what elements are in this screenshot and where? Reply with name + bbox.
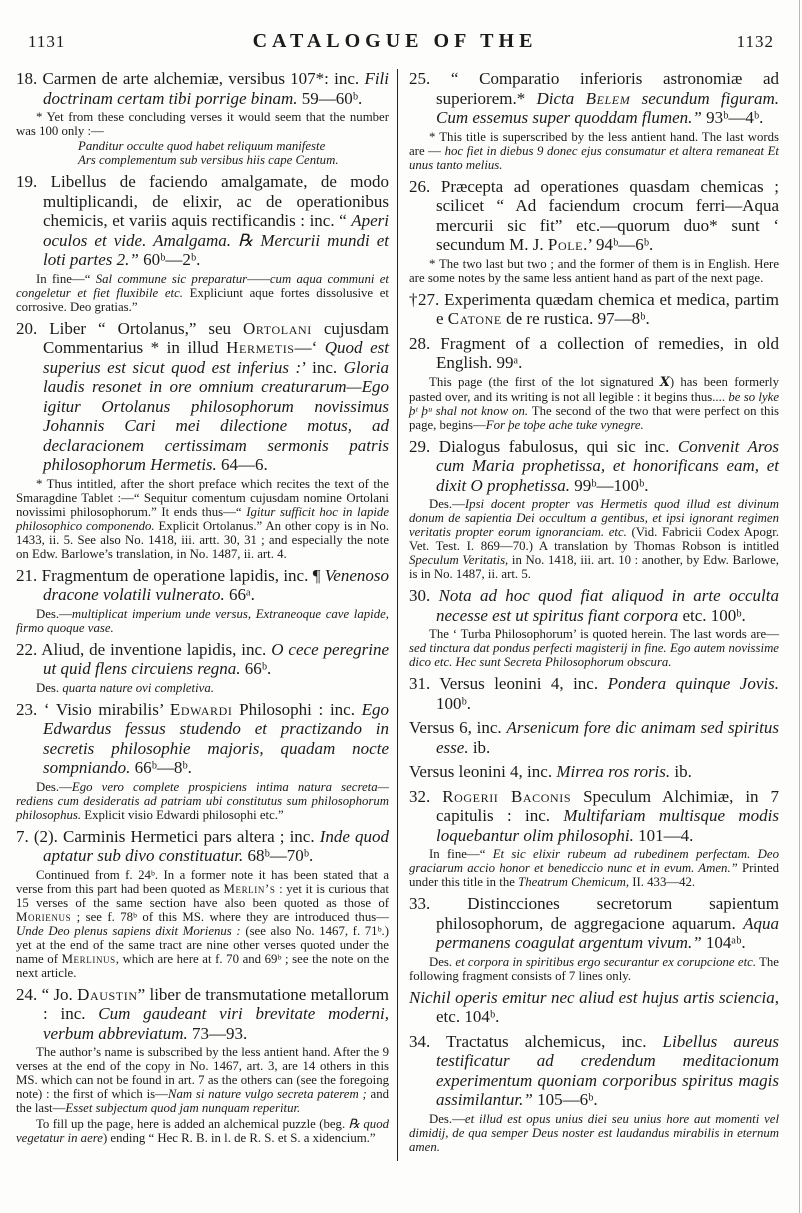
entry-body — [409, 1032, 779, 1110]
text-run: Distincciones secretorum sapientum philosophorum, de aggregacione aquarum. — [436, 894, 779, 933]
text-run: , which are here at f. 70 and 69ᵇ ; see the note on the next article. — [16, 951, 389, 980]
text-run: “ Jo. — [41, 984, 78, 1004]
catalogue-entry — [16, 319, 389, 561]
entry-number: 34. — [409, 1031, 446, 1051]
text-run: Catone — [447, 309, 502, 328]
catalogue-entry — [409, 177, 779, 285]
entry-note — [16, 868, 389, 980]
text-run: ‘ Visio mirabilis’ — [43, 699, 170, 719]
catalogue-entry — [409, 787, 779, 890]
text-run: The following fragment consists of 7 lines only. — [409, 954, 779, 983]
text-run: Panditur occulte quod habet reliquum manifeste — [78, 139, 326, 153]
catalogue-entry — [409, 69, 779, 172]
text-run: ’ inc. — [301, 357, 344, 377]
entry-note — [16, 110, 389, 138]
text-run: Experimenta quædam chemica et medica, partim e — [436, 289, 779, 328]
text-run: ) has been formerly pasted over, and its writing is not all legible : it begins thus.... — [409, 374, 779, 404]
text-run: Liber “ Ortolanus,” seu — [49, 318, 244, 338]
text-run: Pole — [547, 235, 584, 254]
text-run: .’ 94ᵇ—6ᵇ. — [583, 235, 654, 254]
entry-note — [409, 130, 779, 172]
entry-number: 23. — [16, 699, 44, 719]
entry-number: 25. — [409, 69, 451, 88]
text-run: 99ᵇ—100ᵇ. — [569, 475, 649, 495]
catalogue-entry — [409, 674, 779, 713]
text-run: In fine—“ — [429, 847, 493, 861]
entry-body — [16, 985, 389, 1044]
verse-block — [78, 139, 389, 167]
verse-line — [78, 153, 389, 167]
text-run: Ego Edwardus fessus studendo et practizando in secretis philosophie majoris, quadam nocte sompniando. — [43, 699, 390, 777]
text-run: Libellus aureus testificatur ad credendum meditacionum experimentum quoniam corporibus spiritus magis assimilantur.” — [436, 1031, 779, 1109]
catalogue-entry — [409, 1032, 779, 1154]
text-run: be so lyke þᵗ þᵘ shal not know on. — [409, 389, 780, 418]
text-run: cujusdam Commentarius * in illud — [43, 318, 389, 357]
entry-number: 18. — [16, 69, 43, 88]
entry-note — [16, 1117, 389, 1145]
entry-note — [16, 477, 389, 561]
entry-body — [409, 290, 779, 329]
page-title: CATALOGUE OF THE — [252, 30, 538, 52]
text-run: ” liber de transmutatione metallorum : inc. — [43, 984, 390, 1023]
catalogue-entry — [16, 700, 389, 822]
text-run: 100ᵇ. — [436, 693, 472, 713]
text-run: , in No. 1418, iii. art. 10 : another, by Edw. Barlowe, is in No. 1487, ii. art. 5. — [409, 553, 779, 581]
entry-body — [409, 177, 779, 255]
text-run: Des.— — [429, 497, 465, 511]
text-run: X — [659, 374, 670, 390]
text-run: , etc. 104ᵇ. — [436, 987, 779, 1026]
entry-note — [409, 497, 779, 581]
text-run: Ortolani — [243, 318, 312, 338]
text-run: —‘ — [294, 338, 325, 357]
text-run: Tractatus alchemicus, inc. — [446, 1031, 663, 1051]
text-run: 101—4. — [633, 825, 694, 845]
text-run: ℞ quod vegetatur in aere — [16, 1117, 389, 1145]
text-run: Venenoso dracone volatili vulnerato. — [43, 565, 390, 604]
entry-body — [16, 827, 389, 866]
text-run: sed tinctura dat pondus perfecti magisterij in fine. Ego autem novissime dico etc. Hec sunt Secreta Philosophorum obscura. — [409, 641, 779, 669]
text-run: ; see f. 78ᵇ of this MS. where they are introduced thus— — [71, 909, 389, 924]
text-run: * The two last but two ; and the former of them is in English. Here are some notes by the same less antient hand as part of the next page. — [409, 256, 779, 285]
entry-body — [409, 437, 779, 496]
catalogue-entry — [16, 640, 389, 695]
text-run: Cum gaudeant viri brevitate moderni, verbum abbreviatum. — [43, 1004, 389, 1043]
text-run: For þe toþe ache tuke vynegre. — [485, 417, 644, 432]
entry-number: 29. — [409, 436, 439, 456]
entry-note — [16, 607, 389, 635]
page-header — [0, 0, 802, 53]
text-run: Fragment of a collection of remedies, in old English. 99ᵃ. — [436, 333, 780, 372]
text-run: Ego vero complete prospiciens intima natura secreta—rediens cum desideratis ad patriam ubi constitutus sum philosophorum philosophus. — [16, 779, 389, 822]
text-run: Philosophi : inc. — [232, 699, 362, 719]
text-run: * This title is superscribed by the less antient hand. The last words are — — [409, 129, 779, 158]
text-run: Morienus — [16, 909, 72, 924]
text-run: Versus 6, inc. — [409, 718, 507, 737]
text-run: 66ᵃ. — [224, 585, 255, 604]
entry-number: 19. — [16, 172, 51, 191]
scan-edge-line — [799, 0, 800, 1213]
text-run: Nichil operis emitur nec aliud est hujus artis sciencia — [409, 987, 775, 1007]
text-run: Des. — [429, 954, 456, 969]
text-run: 66ᵇ—8ᵇ. — [130, 758, 192, 777]
entry-note — [16, 681, 389, 695]
entry-note — [16, 1045, 389, 1115]
text-run: Esset subjectum quod jam nunquam reperitur. — [65, 1101, 301, 1115]
text-run: Mirrea ros roris. — [556, 762, 671, 781]
text-run: Daustin — [77, 984, 138, 1004]
text-run: Des.— — [429, 1111, 465, 1126]
text-run: Convenit Aros cum Maria prophetissa, et honorificans eam, et dixit O prophetissa. — [436, 436, 780, 495]
entry-note — [409, 1112, 779, 1154]
text-run: Ipsi docent propter vas Hermetis quod illud est divinum donum de sapientia Dei occultum a gentibus, et ipsi ignorant regimen veritatis propter eorum ignoranciam. etc. — [409, 497, 779, 539]
column-left — [16, 69, 397, 1199]
entry-body — [409, 586, 779, 625]
text-run: Des.— — [36, 779, 72, 794]
text-run: , II. 433—42. — [625, 875, 696, 889]
text-run: (Vid. Fabricii Codex Apogr. Vet. Test. I. 869—70.) A translation by Thomas Robson is intitled — [409, 525, 779, 553]
entry-number: 31. — [409, 674, 440, 693]
entry-body — [16, 640, 389, 679]
entry-note — [16, 780, 389, 822]
text-run: Rogerii Baconis — [442, 786, 572, 806]
entry-note — [409, 375, 779, 432]
text-run: Unde Deo plenus sapiens dixit Morienus : — [16, 923, 241, 938]
text-run: Carminis Hermetici pars altera ; inc. — [63, 826, 320, 846]
entry-body — [409, 69, 779, 128]
text-run: Gloria laudis resonet in ore omnium creaturarum—Ego igitur Ortolanus philosophorum novissimus Johannis Cari mei dilectione motus, ad declaracionem certissimam sermonis patris philosophorum Hermetis. — [43, 357, 389, 474]
text-run: Versus leonini 4, inc. — [439, 674, 608, 693]
text-run: et corpora in spiritibus ergo securantur ex corupcione etc. — [455, 954, 757, 969]
entry-number: 30. — [409, 586, 439, 605]
entry-body — [16, 172, 389, 270]
text-run: and the last— — [16, 1087, 389, 1115]
entry-body — [409, 762, 779, 782]
text-run: Printed under this title in the — [409, 861, 779, 889]
text-run: quarta nature ovi completiva. — [62, 680, 214, 695]
entry-number: 26. — [409, 176, 441, 196]
text-run: This page (the first of the lot signatured — [429, 374, 660, 389]
text-run: 64—6. — [216, 455, 268, 474]
text-run: * Yet from these concluding verses it would seem that the number was 100 only :— — [16, 110, 389, 138]
catalogue-entry — [16, 172, 389, 314]
text-run: The ‘ Turba Philosophorum’ is quoted herein. The last words are— — [429, 627, 779, 641]
entry-body — [16, 566, 389, 605]
text-run: ) ending “ Hec R. B. in l. de R. S. et S. a xidencium.” — [102, 1131, 376, 1145]
catalogue-entry — [409, 894, 779, 983]
text-run: Explicit Ortolanus.” An other copy is in No. 1433, ii. 5. See also No. 1418, iii. artt. 30, 31 ; and especially the note on Edw. Barlowe’s translation, in No. 1487, ii. art. 4. — [16, 518, 389, 561]
text-run: Quod est superius est sicut quod est inferius : — [43, 338, 389, 377]
entry-body — [409, 334, 779, 373]
verse-line — [78, 139, 389, 153]
entry-number: 28. — [409, 333, 441, 353]
text-run: Des. — [36, 680, 63, 695]
text-run: To fill up the page, here is added an alchemical puzzle (beg. — [36, 1117, 349, 1131]
text-run: ib. — [468, 737, 491, 757]
text-run: Edwardi — [169, 699, 233, 719]
entry-number: 32. — [409, 786, 443, 806]
entry-body — [16, 700, 389, 778]
entry-number: 24. — [16, 984, 42, 1004]
text-run: The second of the two that were perfect on this page, begins— — [409, 403, 779, 432]
entry-number: 7. (2). — [16, 826, 64, 846]
entry-note — [409, 847, 779, 889]
entry-body — [409, 674, 779, 713]
text-run: secundum figuram. Cum essemus super quoddam flumen.” — [436, 88, 779, 127]
text-run: Explicit visio Edwardi philosophi etc.” — [81, 807, 284, 822]
entry-number: 33. — [409, 894, 468, 913]
entry-body — [409, 718, 779, 757]
text-run: Nam si nature vulgo secreta paterem ; — [167, 1087, 367, 1101]
catalogue-entry — [409, 988, 779, 1027]
text-run: et illud est opus unius diei seu unius hore aut momenti vel dimidij, de qua semper Deus noster est laudandus mirabilis in eternum amen. — [409, 1111, 779, 1154]
text-run: ib. — [670, 762, 692, 781]
text-run: Merlin’s — [223, 881, 276, 896]
entry-note — [409, 627, 779, 669]
catalogue-entry — [16, 69, 389, 167]
text-run: Nota ad hoc quod fiat aliquod in arte occulta necesse est ut spiritus fiant corpora — [436, 586, 780, 625]
text-run: Multifariam multisque modis loquebantur olim philosophi. — [436, 806, 779, 845]
entry-note — [409, 955, 779, 983]
catalogue-entry — [409, 437, 779, 582]
text-run: Igitur sufficit hoc in lapide philosophico componendo. — [16, 504, 389, 533]
entry-body — [409, 894, 779, 953]
text-run: Speculum Alchimiæ, in 7 capitulis : inc. — [436, 786, 779, 825]
left-page-number: 1131 — [28, 32, 66, 51]
text-run: In fine—“ — [36, 271, 96, 286]
text-run: Inde quod aptatur sub divo constituatur. — [43, 826, 389, 865]
right-page-number: 1132 — [736, 32, 774, 51]
catalogue-entry — [16, 566, 389, 635]
text-run: : yet it is curious that 15 verses of the same section have also been quoted as those of — [16, 881, 389, 910]
text-run: Sal commune sic preparatur——cum aqua communi et congeletur et fiet fluxibile etc. — [16, 271, 389, 300]
text-run: de re rustica. 97—8ᵇ. — [501, 309, 650, 328]
text-run: Arsenicum fore dic animam sed spiritus esse. — [436, 718, 779, 757]
catalogue-entry — [409, 290, 779, 329]
entry-note — [16, 272, 389, 314]
text-run: 60ᵇ—2ᵇ. — [138, 250, 201, 269]
text-run: Dicta — [536, 88, 586, 108]
text-run: Aliud, de inventione lapidis, inc. — [41, 639, 272, 659]
text-run: Dialogus fabulosus, qui sic inc. — [438, 436, 678, 456]
entry-number: †27. — [409, 289, 445, 309]
entry-number: 20. — [16, 318, 50, 338]
text-run: multiplicat imperium unde versus, Extraneoque cave lapide, firmo quoque vase. — [16, 606, 389, 635]
entry-number: 22. — [16, 639, 42, 659]
text-run: 104ᵃᵇ. — [701, 933, 746, 952]
text-run: 66ᵇ. — [240, 659, 272, 678]
entry-body — [16, 319, 389, 475]
text-run: Merlinus — [61, 951, 116, 966]
catalogue-entry — [409, 334, 779, 432]
catalogue-entry — [409, 762, 779, 782]
text-run: O cece peregrine ut quid flens circuiens regna. — [43, 639, 389, 678]
entry-body — [409, 988, 779, 1027]
text-run: (see also No. 1467, f. 71ᵇ.) yet at the end of the same tract are nine other verses quoted under the name of — [16, 923, 389, 966]
text-run: Fili doctrinam certam tibi porrige binam. — [43, 69, 390, 108]
entry-body — [16, 69, 389, 108]
text-run: Hermetis — [226, 338, 295, 357]
text-run: Libellus de faciendo amalgamate, de modo multiplicandi, de elixir, ac de operationibus chemicis, et variis aquis rectificandis : inc. “ — [43, 172, 389, 230]
text-run: Versus leonini 4, inc. — [409, 762, 557, 781]
text-run: “ Comparatio inferioris astronomiæ ad superiorem.* — [436, 69, 780, 108]
catalogue-entry — [16, 827, 389, 980]
entry-number: 21. — [16, 565, 42, 585]
catalogue-entry — [16, 985, 389, 1146]
text-run: Belem — [585, 88, 631, 108]
text-run: Des.— — [36, 606, 72, 621]
text-run: Ars complementum sub versibus hiis cape Centum. — [78, 153, 339, 167]
text-run: etc. 100ᵇ. — [678, 605, 746, 625]
text-run: hoc fiet in diebus 9 donec ejus consumatur et altera remaneat Et unus tanto melius. — [409, 143, 779, 172]
text-run: * Thus intitled, after the short preface which recites the text of the Smaragdine Tablet :—“ Sequitur comentum cujusdam nomine Ortolani novissimi philosophorum.” It ends thus—“ — [16, 476, 389, 519]
text-run: Aperi oculos et vide. Amalgama. ℞ Mercurii mundi et loti partes 2.” — [43, 211, 389, 269]
text-run: 105—6ᵇ. — [532, 1090, 598, 1109]
text-run: Aqua permanens coagulat argentum vivum.” — [436, 913, 779, 952]
text-run: Et sic elixir rubeum ad rubedinem perfectam. Deo graciarum accio honor et benediccio nunc et in evum. Amen.” — [409, 847, 779, 875]
two-column-body — [0, 69, 802, 1199]
column-right — [398, 69, 779, 1199]
text-run: Carmen de arte alchemiæ, versibus 107*: inc. — [42, 69, 365, 88]
text-run: Pondera quinque Jovis. — [607, 674, 779, 693]
entry-note — [409, 257, 779, 285]
text-run: Præcepta ad operationes quasdam chemicas ; scilicet “ Ad faciendum crocum ferri—Aqua mercurii sic fit” etc.—quorum duo* sunt ‘ secundum M. J. — [436, 176, 779, 254]
text-run: 59—60ᵇ. — [297, 88, 363, 108]
text-run: Fragmentum de operatione lapidis, inc. ¶ — [41, 565, 325, 585]
text-run: Theatrum Chemicum — [518, 875, 626, 889]
text-run: The author’s name is subscribed by the less antient hand. After the 9 verses at the end of the copy in No. 1467, art. 3, are 14 others in this MS. which can not be found in art. 7 as the others can (see the foregoing note) : the first of which is— — [16, 1045, 389, 1101]
text-run: 68ᵇ—70ᵇ. — [243, 846, 314, 865]
entry-body — [409, 787, 779, 846]
text-run: 73—93. — [187, 1023, 248, 1043]
text-run: Expliciunt aque fortes dissolusive et corrosive. Deo gratias.” — [16, 285, 389, 314]
catalogue-entry — [409, 586, 779, 669]
text-run: 93ᵇ—4ᵇ. — [701, 108, 764, 127]
catalogue-entry — [409, 718, 779, 757]
text-run: Speculum Veritatis — [409, 553, 506, 567]
text-run: Continued from f. 24ᵇ. In a former note it has been stated that a verse from this part had been quoted as — [16, 867, 389, 896]
